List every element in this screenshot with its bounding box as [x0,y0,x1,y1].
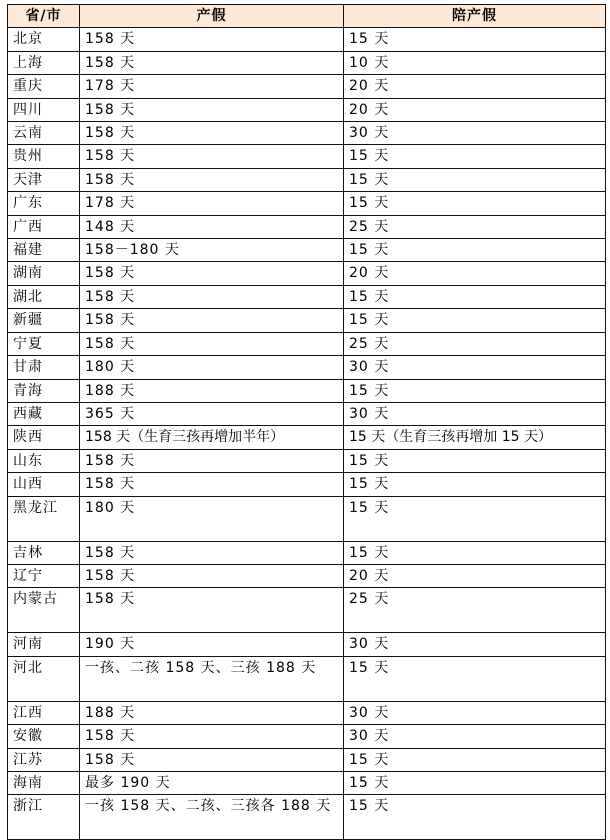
province-cell: 河北 [8,656,80,701]
paternity-cell: 15 天 [344,168,606,191]
maternity-cell: 158 天 [80,98,344,121]
province-cell: 山西 [8,473,80,496]
maternity-cell: 158 天 [80,725,344,748]
paternity-cell: 30 天 [344,356,606,379]
paternity-cell: 15 天 [344,239,606,262]
province-cell: 江西 [8,701,80,724]
paternity-cell: 15 天 [344,28,606,51]
paternity-cell: 30 天 [344,122,606,145]
maternity-cell: 一孩、二孩 158 天、三孩 188 天 [80,656,344,701]
paternity-cell: 15 天 [344,748,606,771]
table-row [8,725,606,748]
paternity-cell: 20 天 [344,262,606,285]
maternity-cell: 158－180 天 [80,239,344,262]
province-cell: 广西 [8,215,80,238]
province-cell: 广东 [8,192,80,215]
paternity-cell: 30 天 [344,633,606,656]
province-cell: 江苏 [8,748,80,771]
maternity-cell: 最多 190 天 [80,771,344,794]
paternity-cell: 20 天 [344,98,606,121]
maternity-cell: 158 天 [80,168,344,191]
province-cell: 福建 [8,239,80,262]
maternity-cell: 158 天（生育三孩再增加半年） [80,426,344,449]
maternity-cell: 188 天 [80,379,344,402]
leave-table-container [7,4,606,840]
maternity-cell: 158 天 [80,588,344,633]
table-row [8,192,606,215]
maternity-cell: 158 天 [80,28,344,51]
table-row [8,309,606,332]
paternity-cell: 15 天 [344,309,606,332]
table-row [8,239,606,262]
table-row [8,75,606,98]
province-cell: 河南 [8,633,80,656]
table-row [8,588,606,633]
maternity-cell: 365 天 [80,402,344,425]
paternity-cell: 15 天 [344,771,606,794]
maternity-cell: 158 天 [80,122,344,145]
table-row [8,449,606,472]
paternity-cell: 15 天 [344,541,606,564]
maternity-cell: 158 天 [80,748,344,771]
province-cell: 天津 [8,168,80,191]
table-row [8,795,606,840]
table-row [8,262,606,285]
table-row [8,473,606,496]
paternity-cell: 20 天 [344,564,606,587]
province-cell: 上海 [8,51,80,74]
paternity-cell: 15 天（生育三孩再增加 15 天） [344,426,606,449]
province-cell: 重庆 [8,75,80,98]
province-cell: 甘肃 [8,356,80,379]
header-maternity-leave: 产假 [80,5,344,28]
paternity-cell: 15 天 [344,473,606,496]
maternity-cell: 158 天 [80,285,344,308]
paternity-cell: 25 天 [344,588,606,633]
province-cell: 山东 [8,449,80,472]
province-cell: 吉林 [8,541,80,564]
table-row [8,332,606,355]
table-row [8,748,606,771]
table-row [8,51,606,74]
maternity-cell: 188 天 [80,701,344,724]
table-row [8,122,606,145]
paternity-cell: 30 天 [344,725,606,748]
paternity-cell: 15 天 [344,496,606,541]
table-row [8,564,606,587]
table-row [8,215,606,238]
table-row [8,633,606,656]
province-cell: 新疆 [8,309,80,332]
maternity-cell: 158 天 [80,541,344,564]
table-row [8,98,606,121]
paternity-cell: 15 天 [344,145,606,168]
province-cell: 内蒙古 [8,588,80,633]
table-row [8,379,606,402]
province-cell: 湖北 [8,285,80,308]
province-cell: 宁夏 [8,332,80,355]
province-cell: 西藏 [8,402,80,425]
paternity-cell: 15 天 [344,449,606,472]
maternity-cell: 158 天 [80,262,344,285]
province-cell: 黑龙江 [8,496,80,541]
maternity-cell: 158 天 [80,51,344,74]
table-row [8,496,606,541]
table-row [8,285,606,308]
paternity-cell: 30 天 [344,701,606,724]
province-cell: 云南 [8,122,80,145]
province-cell: 安徽 [8,725,80,748]
paternity-cell: 25 天 [344,332,606,355]
table-row [8,701,606,724]
paternity-cell: 10 天 [344,51,606,74]
maternity-cell: 148 天 [80,215,344,238]
paternity-cell: 30 天 [344,402,606,425]
leave-table [7,4,606,840]
maternity-cell: 158 天 [80,449,344,472]
maternity-cell: 一孩 158 天、二孩、三孩各 188 天 [80,795,344,840]
header-province: 省/市 [8,5,80,28]
maternity-cell: 158 天 [80,309,344,332]
table-row [8,771,606,794]
maternity-cell: 180 天 [80,496,344,541]
province-cell: 浙江 [8,795,80,840]
maternity-cell: 178 天 [80,192,344,215]
province-cell: 湖南 [8,262,80,285]
paternity-cell: 15 天 [344,192,606,215]
province-cell: 北京 [8,28,80,51]
maternity-cell: 178 天 [80,75,344,98]
table-row [8,426,606,449]
paternity-cell: 20 天 [344,75,606,98]
maternity-cell: 158 天 [80,145,344,168]
paternity-cell: 15 天 [344,285,606,308]
maternity-cell: 158 天 [80,564,344,587]
table-row [8,356,606,379]
paternity-cell: 25 天 [344,215,606,238]
header-paternity-leave: 陪产假 [344,5,606,28]
province-cell: 贵州 [8,145,80,168]
table-header-row [8,5,606,28]
maternity-cell: 190 天 [80,633,344,656]
province-cell: 四川 [8,98,80,121]
province-cell: 陕西 [8,426,80,449]
table-row [8,402,606,425]
table-row [8,145,606,168]
table-row [8,28,606,51]
province-cell: 海南 [8,771,80,794]
paternity-cell: 15 天 [344,379,606,402]
maternity-cell: 158 天 [80,332,344,355]
table-row [8,168,606,191]
maternity-cell: 158 天 [80,473,344,496]
table-row [8,656,606,701]
province-cell: 青海 [8,379,80,402]
paternity-cell: 15 天 [344,656,606,701]
table-row [8,541,606,564]
maternity-cell: 180 天 [80,356,344,379]
paternity-cell: 15 天 [344,795,606,840]
province-cell: 辽宁 [8,564,80,587]
